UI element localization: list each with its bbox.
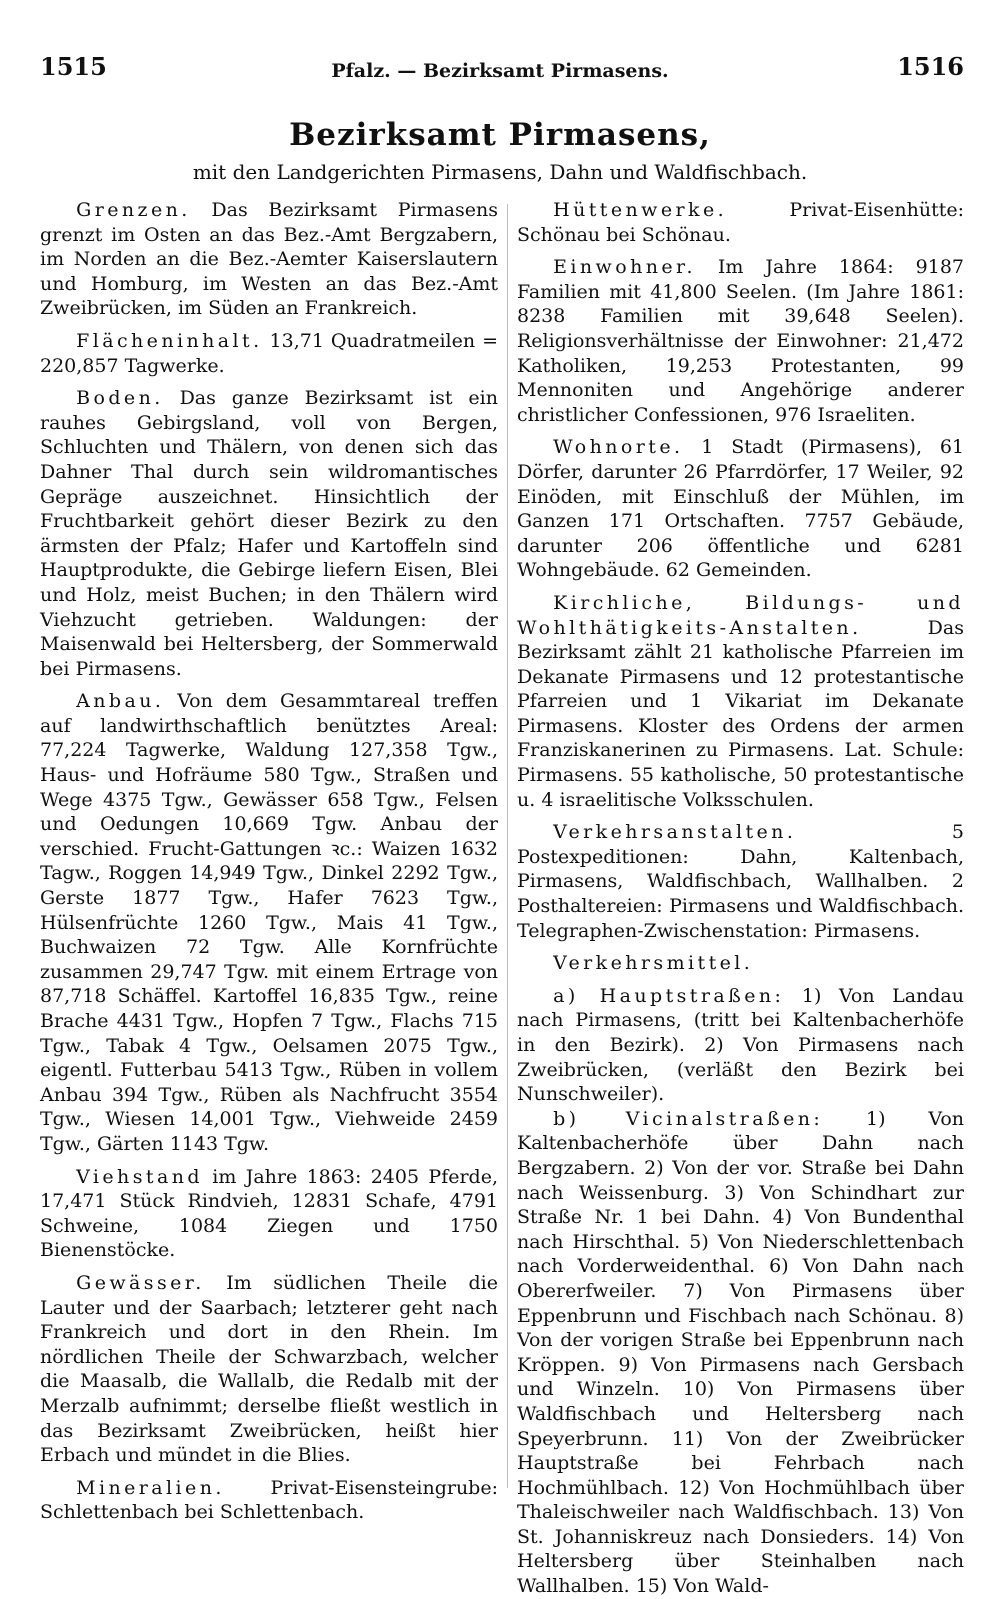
paragraph-heading: Kirchliche, Bildungs- und Wohlthätigkeits-Anstalten.	[517, 591, 964, 639]
paragraph	[517, 984, 964, 1107]
paragraph-heading: Mineralien.	[76, 1476, 225, 1499]
paragraph-heading: Viehstand	[76, 1165, 203, 1188]
paragraph-text: im Jahre 1863: 2405 Pferde, 17,471 Stück Rindvieh, 12831 Schafe, 4791 Schweine, 1084 Ziegen und 1750 Bienenstöcke.	[40, 1165, 498, 1262]
paragraph	[40, 1476, 498, 1525]
paragraph-heading: Boden.	[76, 387, 164, 410]
paragraph-text: Von dem Gesammtareal treffen auf landwirthschaftlich benütztes Areal: 77,224 Tagwerke, Waldung 127,358 Tgw., Haus- und Hofräume 580 Tgw., Straßen und Wege 4375 Tgw., Gewässer 658 Tgw., Felsen und Oedungen 10,669 Tgw. Anbau der verschied. Frucht-Gattungen ꝛc.: Waizen 1632 Tagw., Roggen 14,949 Tgw., Dinkel 2292 Tgw., Gerste 1877 Tgw., Hafer 7623 Tgw., Hülsenfrüchte 1260 Tgw., Mais 41 Tgw., Buchwaizen 72 Tgw. Alle Kornfrüchte zusammen 29,747 Tgw. mit einem Ertrage von 87,718 Schäffel. Kartoffel 16,835 Tgw., reine Brache 4431 Tgw., Hopfen 7 Tgw., Flachs 715 Tgw., Tabak 4 Tgw., Oelsamen 2075 Tgw., eigentl. Futterbau 5413 Tgw., Rüben in vollem Anbau 394 Tgw., Rüben als Nachfrucht 3554 Tgw., Wiesen 14,001 Tgw., Viehweide 2459 Tgw., Gärten 1143 Tgw.	[40, 690, 498, 1155]
paragraph-heading: Gewässer.	[76, 1271, 205, 1294]
paragraph-text: 1) Von Kaltenbacherhöfe über Dahn nach Bergzabern. 2) Von der vor. Straße bei Dahn nach Weissenburg. 3) Von Schindhart zur Straße Nr. 1 bei Dahn. 4) Von Bundenthal nach Hirschthal. 5) Von Niederschlettenbach nach Vorderweidenthal. 6) Von Dahn nach Obererfweiler. 7) Von Pirmasens über Eppenbrunn und Fischbach nach Schönau. 8) Von der vorigen Straße bei Eppenbrunn nach Kröppen. 9) Von Pirmasens nach Gersbach und Winzeln. 10) Von Pirmasens über Waldfischbach und Heltersberg nach Speyerbrunn. 11) Von der Zweibrücker Hauptstraße bei Fehrbach nach Hochmühlbach. 12) Von Hochmühlbach über Thaleischweiler nach Waldfischbach. 13) Von St. Johanniskreuz nach Donsieders. 14) Von Heltersberg über Steinhalben nach Wallhalben. 15) Von Wald-	[517, 1107, 964, 1598]
paragraph	[517, 820, 964, 943]
section-subtitle: mit den Landgerichten Pirmasens, Dahn und Waldfischbach.	[192, 160, 808, 184]
paragraph-heading: Verkehrsmittel.	[553, 952, 754, 975]
paragraph-text: Das Bezirksamt zählt 21 katholische Pfarreien im Dekanate Pirmasens und 12 protestantische Pfarreien und 1 Vikariat im Dekanate Pirmasens. Kloster des Ordens der armen Franziskanerinen zu Pirmasens. Lat. Schule: Pirmasens. 55 katholische, 50 protestantische u. 4 israelitische Volksschulen.	[517, 616, 964, 811]
paragraph-heading: Grenzen.	[76, 199, 191, 221]
paragraph-text: Privat-Eisensteingrube: Schlettenbach bei Schlettenbach.	[40, 1476, 498, 1524]
paragraph-text: 1 Stadt (Pirmasens), 61 Dörfer, darunter 26 Pfarrdörfer, 17 Weiler, 92 Einöden, mit Einschluß der Mühlen, im Ganzen 171 Ortschaften. 7757 Gebäude, darunter 206 öffentliche und 6281 Wohngebäude. 62 Gemeinden.	[517, 436, 964, 582]
paragraph	[517, 435, 964, 583]
right-column	[517, 198, 964, 1599]
paragraph-text: 5 Postexpeditionen: Dahn, Kaltenbach, Pirmasens, Waldfischbach, Wallhalben. 2 Posthaltereien: Pirmasens und Waldfischbach. Telegraphen-Zwischenstation: Pirmasens.	[517, 821, 964, 942]
page-number-right: 1516	[897, 52, 964, 81]
paragraph-heading: Verkehrsanstalten.	[553, 821, 797, 844]
paragraph-text: Im südlichen Theile die Lauter und der Saarbach; letzterer geht nach Frankreich und dort in den Rhein. Im nördlichen Theile der Schwarzbach, welcher die Maasalb, die Wallalb, die Redalb mit der Merzalb aufnimmt; derselbe fließt westlich in das Bezirksamt Zweibrücken, heißt hier Erbach und mündet in die Blies.	[40, 1271, 498, 1467]
paragraph-heading: Hüttenwerke.	[553, 199, 728, 221]
paragraph	[40, 198, 498, 321]
paragraph-heading: Flächeninhalt.	[76, 329, 263, 352]
paragraph	[40, 1165, 498, 1263]
paragraph	[517, 1107, 964, 1599]
paragraph	[40, 329, 498, 378]
paragraph-heading: Einwohner.	[553, 256, 696, 279]
paragraph-text: Das ganze Bezirksamt ist ein rauhes Gebirgsland, voll von Bergen, Schluchten und Thälern, von denen sich das Dahner Thal durch sein wildromantisches Gepräge auszeichnet. Hinsichtlich der Fruchtbarkeit gehört dieser Bezirk zu den ärmsten der Pfalz; Hafer und Kartoffeln sind Hauptprodukte, die Gebirge liefern Eisen, Blei und Holz, meist Buchen; in den Thälern wird Viehzucht getrieben. Waldungen: der Maisenwald bei Heltersberg, der Sommerwald bei Pirmasens.	[40, 387, 498, 680]
paragraph-text: 13,71 Quadratmeilen = 220,857 Tagwerke.	[40, 329, 498, 377]
paragraph	[40, 386, 498, 681]
column-divider	[507, 204, 508, 1488]
paragraph	[517, 198, 964, 247]
paragraph-text: Im Jahre 1864: 9187 Familien mit 41,800 Seelen. (Im Jahre 1861: 8238 Familien mit 39,648 Seelen). Religionsverhältnisse der Einwohner: 21,472 Katholiken, 19,253 Protestanten, 99 Mennoniten und Angehörige anderer christlicher Confessionen, 976 Israeliten.	[517, 256, 964, 426]
paragraph	[517, 591, 964, 812]
running-title: Pfalz. — Bezirksamt Pirmasens.	[331, 60, 669, 82]
page-number-left: 1515	[40, 52, 107, 81]
paragraph-text: 1) Von Landau nach Pirmasens, (tritt bei Kaltenbacherhöfe in den Bezirk). 2) Von Pirmasens nach Zweibrücken, (verläßt den Bezirk bei Nunschweiler).	[517, 984, 964, 1106]
paragraph	[40, 689, 498, 1156]
paragraph-heading: a) Hauptstraßen:	[553, 984, 785, 1007]
paragraph-heading: Wohnorte.	[553, 436, 684, 459]
paragraph-text: Das Bezirksamt Pirmasens grenzt im Osten an das Bez.-Amt Bergzabern, im Norden an die Bez.-Aemter Kaiserslautern und Homburg, im Westen an das Bez.-Amt Zweibrücken, im Süden an Frankreich.	[40, 199, 498, 320]
paragraph	[517, 951, 964, 976]
paragraph	[40, 1271, 498, 1468]
paragraph-heading: b) Vicinalstraßen:	[553, 1107, 824, 1130]
paragraph-text: Privat-Eisenhütte: Schönau bei Schönau.	[517, 199, 964, 246]
paragraph-heading: Anbau.	[76, 690, 165, 713]
section-title: Bezirksamt Pirmasens,	[289, 117, 711, 153]
left-column	[40, 198, 498, 1533]
paragraph	[517, 255, 964, 427]
